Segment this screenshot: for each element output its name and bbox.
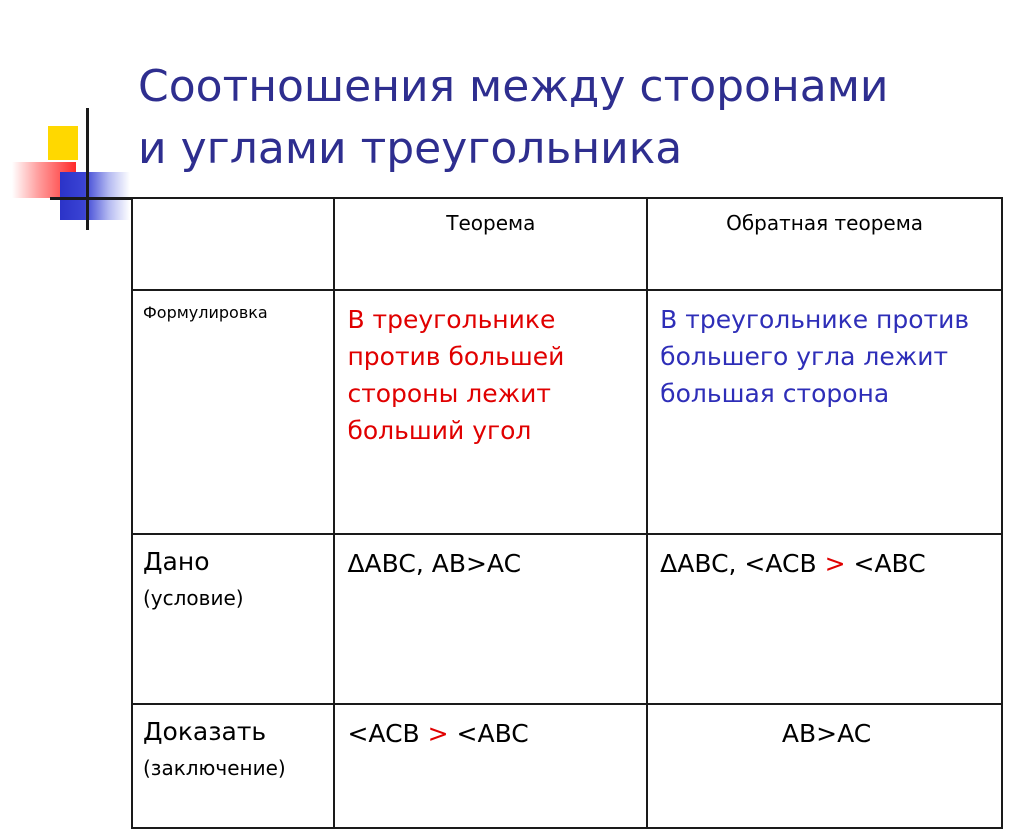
decor-blue-bar [60, 172, 130, 220]
cell-theorem-given: ΔABC, AB>AC [334, 534, 647, 704]
slide-title [138, 56, 998, 180]
slide-title-line2: и углами треугольника [138, 123, 683, 174]
slide-title-line1: Соотношения между сторонами [138, 61, 889, 112]
row-label-given [132, 534, 334, 704]
cell-converse-prove: AB>AC [647, 704, 1002, 828]
theorem-table [131, 197, 1003, 829]
decor-yellow-square [48, 126, 78, 160]
row-label-prove [132, 704, 334, 828]
given-label: Дано [143, 547, 210, 576]
theorem-prove-operator: > [427, 719, 449, 748]
header-cell-empty [132, 198, 334, 290]
given-sublabel: (условие) [143, 586, 244, 610]
decor-vertical-line [86, 108, 89, 230]
theorem-prove-part2: <ABC [448, 719, 529, 748]
cell-converse-given [647, 534, 1002, 704]
header-cell-converse: Обратная теорема [647, 198, 1002, 290]
table-row-prove [132, 704, 1002, 828]
prove-label: Доказать [143, 717, 267, 746]
decor-horizontal-line [50, 197, 132, 200]
row-label-formulation: Формулировка [132, 290, 334, 534]
cell-theorem-formulation: В треугольнике против большей стороны лежит больший угол [334, 290, 647, 534]
table-header-row [132, 198, 1002, 290]
table-row-given [132, 534, 1002, 704]
converse-given-operator: > [824, 549, 846, 578]
cell-converse-formulation: В треугольнике против большего угла лежит большая сторона [647, 290, 1002, 534]
theorem-prove-part1: <ACB [347, 719, 428, 748]
converse-given-part1: ΔABC, <ACB [660, 549, 825, 578]
header-cell-theorem: Теорема [334, 198, 647, 290]
converse-given-part2: <ABC [845, 549, 926, 578]
table-row-formulation [132, 290, 1002, 534]
cell-theorem-prove [334, 704, 647, 828]
prove-sublabel: (заключение) [143, 756, 286, 780]
